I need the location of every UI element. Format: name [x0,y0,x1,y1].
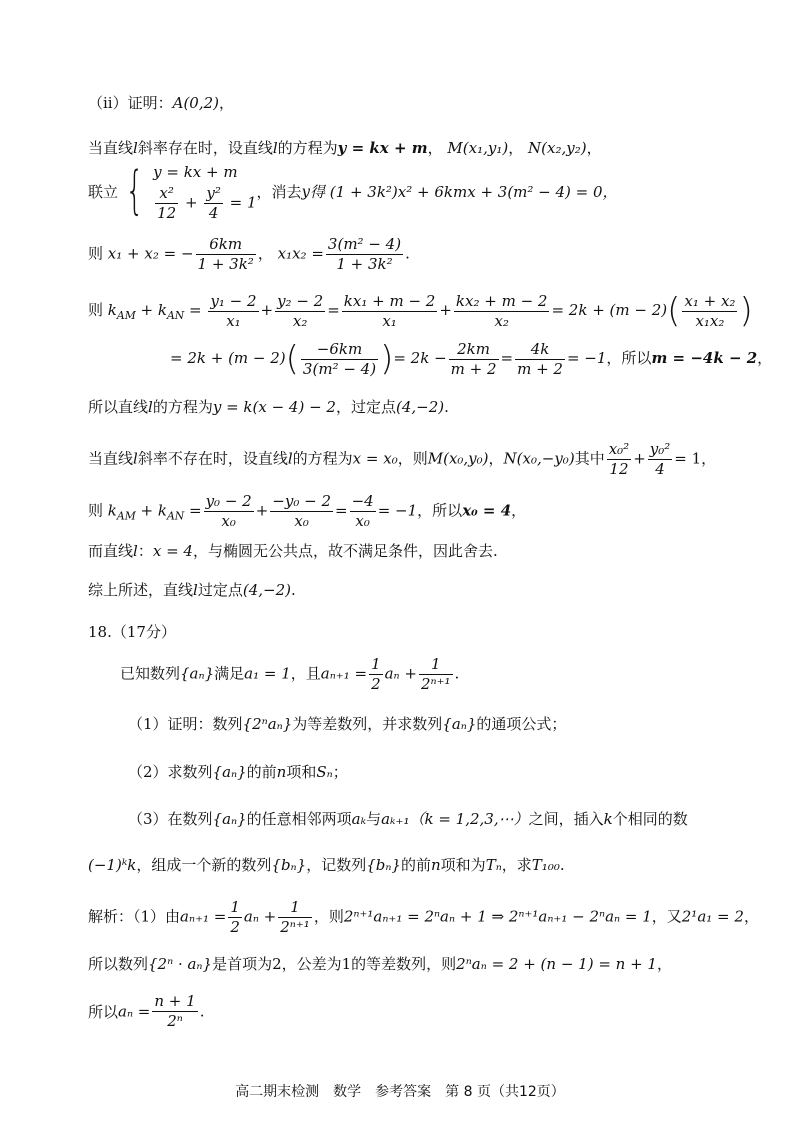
left-brace: { [125,161,144,222]
line-equation: y = kx + m [337,139,428,157]
equation-system: y = kx + m $\frac{\text{x²}}{12}$ + $\frac{\text{y²}}{4}$ = 1 [153,163,257,222]
m-result: m = −4k − 2 [651,349,758,367]
solution-line-3: 所以aₙ = $\frac{n + 1}{\text{2ⁿ}}$ . [88,992,205,1030]
slope-exists-line: 当直线l斜率存在时，设直线l的方程为y = kx + m， M(x₁,y₁)， N(x₂,y₂)， [88,139,602,157]
no-slope-sum-line: 则 $k_{AM} + k_{AN}$ = $\frac{\text{y₀ − 2}}{\text{x₀}}$ + $\frac{\text{−y₀ − 2}}{\text{x₀}}$ = $\frac{-4}{\text{x₀}}$ = −1，所以x₀ = 4， [88,492,527,530]
point-a: A(0,2) [172,94,220,112]
page-footer: 高二期末检测 数学 参考答案 第 8 页（共12页） [235,1084,565,1100]
fixed-point: (4,−2) [396,398,445,416]
point-n: N(x₂,y₂) [528,139,587,157]
point-m: M(x₁,y₁) [447,139,509,157]
slope-sum-line: 则 $k_{AM} + k_{AN}$ = $\frac{\text{y₁ − 2}}{\text{x₁}}$ + $\frac{\text{y₂ − 2}}{\text{x₂}}$ = $\frac{\text{kx₁ + m − 2}}{\text{x₁}}$ + $\frac{\text{kx₂ + m − 2}}{\text{x₂}}$ = 2k + (m − 2)( $\frac{\text{x₁ + x₂}}{\text{x₁x₂}}$ ) [88,291,753,331]
quadratic-result: 得 (1 + 3k²)x² + 6kmx + 3(m² − 4) = 0， [310,182,618,201]
problem-18-stem: 已知数列{aₙ}满足a₁ = 1，且aₙ₊₁ = $\frac{1}{2}$ aₙ + $\frac{1}{\text{2ⁿ⁺¹}}$ . [120,655,460,693]
sum-fraction: $\frac{6km}{\text{1 + 3k²}}$ [197,235,254,273]
system-line: 联立 { y = kx + m $\frac{\text{x²}}{12}$ + $\frac{\text{y²}}{4}$ = 1 ，消去y得 (1 + 3k²)x² + 6kmx + 3(m² − 4) = 0， [88,161,618,222]
part-ii-line: （ii）证明：A(0,2)， [88,94,235,112]
reject-line: 而直线l：x = 4，与椭圆无公共点，故不满足条件，因此舍去. [88,542,498,560]
solution-line-1: 解析：（1）由aₙ₊₁ = $\frac{1}{2}$ aₙ + $\frac{1}{\text{2ⁿ⁺¹}}$ ，则2ⁿ⁺¹aₙ₊₁ = 2ⁿaₙ + 1 ⇒ 2ⁿ⁺¹aₙ₊₁ − 2ⁿaₙ = 1，又2¹a₁ = 2， [88,898,759,936]
vieta-line: 则 x₁ + x₂ = − $\frac{6km}{\text{1 + 3k²}}$ ， x₁x₂ = $\frac{\text{3(m² − 4)}}{\text{1 + 3k²}}$ . [88,235,410,273]
question-1: （1）证明：数列{2ⁿaₙ}为等差数列，并求数列{aₙ}的通项公式； [128,715,567,733]
question-3: （3）在数列{aₙ}的任意相邻两项aₖ与aₖ₊₁（k = 1,2,3,⋯）之间，插入k个相同的数 [128,810,688,828]
question-2: （2）求数列{aₙ}的前n项和Sₙ； [128,763,348,781]
slope-sum-continued: = 2k + (m − 2)( $\frac{-6km}{\text{3(m² − 4)}}$ )= 2k − $\frac{2km}{m + 2}$ = $\frac{4k}{m + 2}$ = −1，所以m = −4k − 2， [170,339,773,379]
summary-line: 综上所述，直线l过定点(4,−2). [88,581,296,599]
no-slope-line: 当直线l斜率不存在时，设直线l的方程为x = x₀，则M(x₀,y₀)，N(x₀,−y₀)其中 $\frac{\text{x₀²}}{12}$ + $\frac{\text{y₀²}}{4}$ = 1， [88,440,717,478]
problem-18-title: 18.（17分） [88,623,176,641]
line-equation-result: 所以直线l的方程为y = k(x − 4) − 2，过定点(4,−2). [88,398,449,416]
part-ii-label: （ii）证明： [88,94,173,112]
question-3-continued: (−1)ᵏk，组成一个新的数列{bₙ}，记数列{bₙ}的前n项和为Tₙ，求T₁₀₀. [88,856,565,874]
product-fraction: $\frac{\text{3(m² − 4)}}{\text{1 + 3k²}}$ [327,235,402,273]
solution-line-2: 所以数列{2ⁿ · aₙ}是首项为2，公差为1的等差数列，则2ⁿaₙ = 2 + (n − 1) = n + 1， [88,955,672,973]
